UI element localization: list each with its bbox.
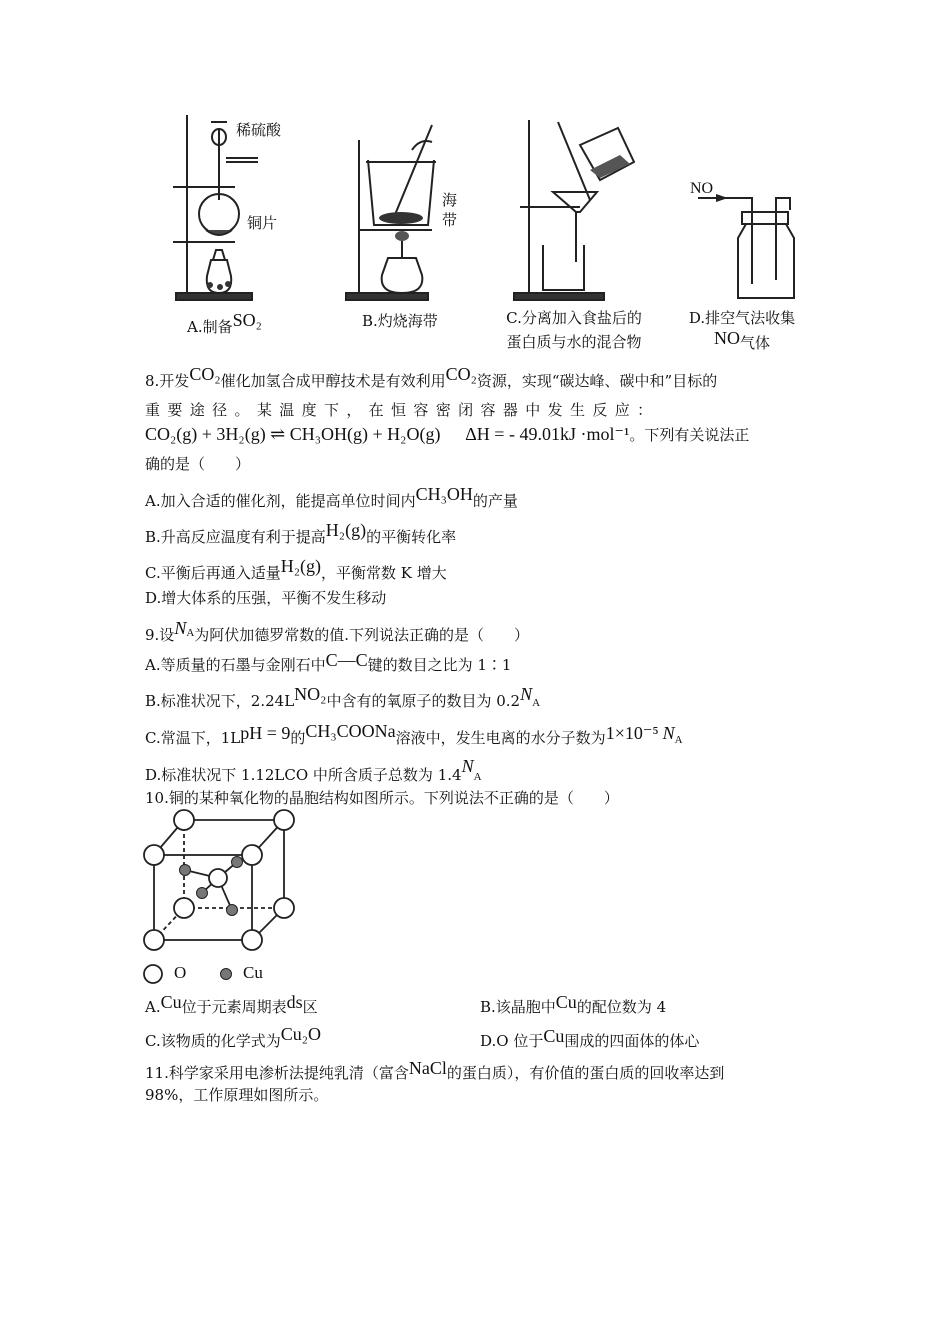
q8-stem-line4: 确的是（ ） [145, 455, 251, 473]
q9-option-b: B.标准状况下，2.24LNO₂中含有的氧原子的数目为 0.2NA [145, 684, 541, 710]
legend-o-label: O [174, 963, 187, 982]
legend-cu-label: Cu [243, 963, 263, 982]
q8-option-b: B.升高反应温度有利于提高H₂(g)的平衡转化率 [145, 520, 457, 546]
legend-cu-icon [221, 969, 232, 980]
q10-option-a: A.Cu位于元素周期表ds区 [145, 992, 318, 1016]
q8-option-d: D.增大体系的压强，平衡不发生移动 [145, 589, 387, 607]
label-no-gas: NO [690, 180, 714, 197]
q8-stem-line2: 重 要 途 径 。 某 温 度 下 ， 在 恒 容 密 闭 容 器 中 发 生 反 应 ： [145, 401, 654, 419]
caption-c: C.分离加入食盐后的 蛋白质与水的混合物 [506, 309, 642, 351]
q9-option-a: A.等质量的石墨与金刚石中C—C键的数目之比为 1∶1 [145, 650, 512, 674]
q8-stem-line1: 8.开发CO₂催化加氢合成甲醇技术是有效利用CO₂资源，实现“碳达峰、碳中和”目标的 [145, 364, 718, 390]
caption-d: D.排空气法收集 NO气体 [688, 309, 796, 352]
label-dilute-sulfuric-acid: 稀硫酸 [236, 121, 282, 139]
q8-enthalpy: ΔH = - 49.01kJ ·mol⁻¹ [465, 424, 630, 444]
q8-option-a: A.加入合适的催化剂，能提高单位时间内CH₃OH的产量 [145, 484, 518, 510]
q8-option-c: C.平衡后再通入适量H₂(g)，平衡常数 K 增大 [145, 556, 447, 582]
q11-stem-line2: 98%，工作原理如图所示。 [145, 1086, 329, 1104]
q10-option-d: D.O 位于Cu围成的四面体的体心 [480, 1026, 700, 1050]
q10-stem: 10.铜的某种氧化物的晶胞结构如图所示。下列说法不正确的是（ ） [145, 789, 619, 807]
q10-option-b: B.该晶胞中Cu的配位数为 4 [480, 992, 667, 1016]
q9-option-c: C.常温下，1LpH = 9的CH₃COONa溶液中，发生电离的水分子数为1×10⁻⁵ NA [145, 721, 683, 747]
legend-o-icon [144, 965, 162, 983]
caption-b: B.灼烧海带 [362, 312, 438, 330]
caption-a: A.制备SO₂ [187, 310, 262, 336]
q11-stem-line1: 11.科学家采用电渗析法提纯乳清（富含NaCl的蛋白质），有价值的蛋白质的回收率达到 [145, 1058, 725, 1082]
q8-equation-line: CO₂(g) + 3H₂(g) ⇌ CH₃OH(g) + H₂O(g) ΔH = - 49.01kJ ·mol⁻¹。下列有关说法正 [145, 424, 750, 444]
q10-option-c: C.该物质的化学式为Cu₂O [145, 1024, 321, 1050]
label-seaweed: 海带 [442, 191, 458, 229]
q8-equation: CO₂(g) + 3H₂(g) ⇌ CH₃OH(g) + H₂O(g) [145, 424, 441, 444]
q9-stem: 9.设$N^A$为阿伏加德罗常数的值.下列说法正确的是（ ） [145, 618, 530, 644]
q9-option-d: D.标准状况下 1.12LCO 中所含质子总数为 1.4NA [145, 756, 482, 784]
label-copper-sheet: 铜片 [247, 214, 278, 232]
